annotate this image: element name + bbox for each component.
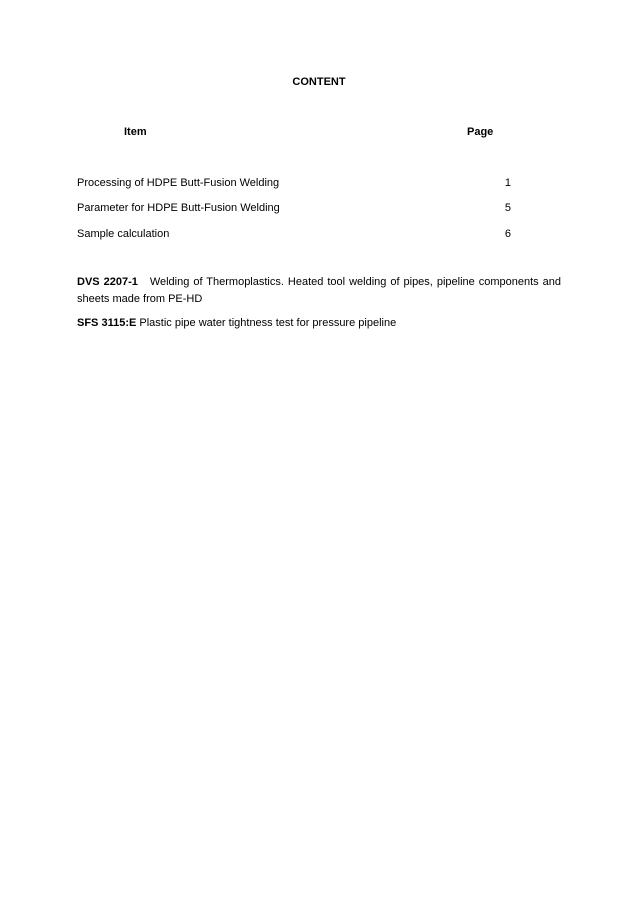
toc-entry-page: 6 (504, 228, 511, 240)
column-header-page: Page (467, 126, 494, 138)
reference-entry (77, 274, 561, 308)
toc-entry (77, 202, 511, 216)
reference-code: DVS 2207-1 (77, 276, 138, 288)
reference-entry (77, 315, 561, 332)
toc-entry-page: 5 (504, 202, 511, 214)
reference-text: Welding of Thermoplastics. Heated tool welding of pipes, pipeline components and sheets made from PE-HD (77, 276, 561, 305)
column-header-item: Item (124, 126, 147, 138)
toc-entry-title: Parameter for HDPE Butt-Fusion Welding (77, 202, 280, 214)
toc-entry-page: 1 (504, 177, 511, 189)
page-title: CONTENT (292, 76, 346, 88)
toc-entry-title: Sample calculation (77, 228, 170, 240)
toc-entry-title: Processing of HDPE Butt-Fusion Welding (77, 177, 280, 189)
toc-entry (77, 177, 511, 191)
toc-entry (77, 228, 511, 242)
reference-text: Plastic pipe water tightness test for pressure pipeline (139, 317, 397, 329)
reference-code: SFS 3115:E (77, 317, 137, 329)
